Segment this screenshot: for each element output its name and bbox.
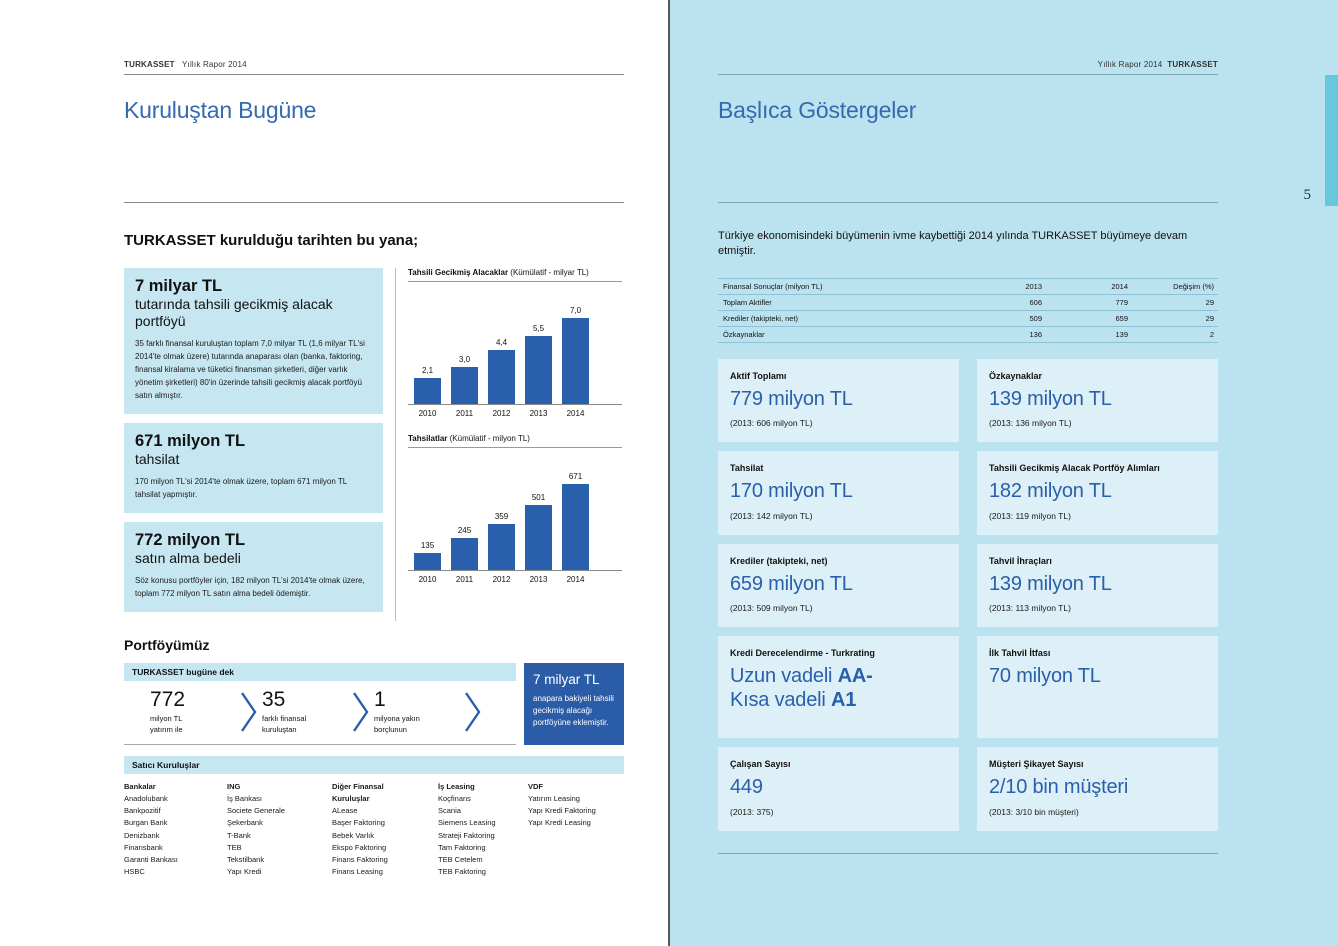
table-cell: 2: [1209, 329, 1214, 339]
bar-column: [562, 472, 589, 570]
x-tick-label: 2012: [492, 575, 511, 584]
title-rule: [718, 202, 1218, 203]
sellers-column: [528, 781, 624, 878]
portfolio-heading: Portföyümüz: [124, 636, 210, 653]
runhead-brand: TURKASSET: [124, 60, 175, 69]
chart-column: [395, 268, 622, 621]
sellers-column-heading: Bankalar: [124, 782, 156, 792]
table-cell: 606: [1029, 297, 1042, 307]
info-box-column: [124, 268, 383, 621]
kpi-value: 170 milyon TL: [730, 480, 853, 503]
chart-title: Tahsili Gecikmiş Alacaklar (Kümülatif - milyar TL): [408, 268, 589, 277]
table-cell: Krediler (takipteki, net): [723, 313, 799, 323]
chart-title: Tahsilatlar (Kümülatif - milyon TL): [408, 434, 530, 443]
bar: [562, 484, 589, 570]
sellers-column-heading: ING: [227, 782, 241, 792]
x-tick-label: 2014: [566, 575, 585, 584]
bar-column: [451, 355, 478, 404]
info-box-figure: 671 milyon TL: [135, 431, 246, 450]
sellers-column: [124, 781, 227, 878]
chart-plot-area: [408, 286, 622, 404]
kpi-value: 182 milyon TL: [989, 480, 1112, 503]
bar-value-label: 359: [494, 512, 509, 521]
bar: [525, 336, 552, 404]
kpi-value: 2/10 bin müşteri: [989, 776, 1129, 799]
list-item: Tam Faktoring: [438, 842, 486, 852]
running-head-left: [124, 60, 624, 69]
x-tick-label: 2013: [529, 575, 548, 584]
sellers-column-heading: Diğer Finansal: [332, 782, 384, 792]
financial-results-table: [718, 278, 1218, 343]
bar-value-label: 671: [568, 472, 583, 481]
flow-step-number: 772: [150, 687, 186, 711]
table-cell: 29: [1205, 313, 1214, 323]
header-rule: [124, 74, 624, 75]
info-box: [124, 522, 383, 612]
kpi-label: Tahvil İhraçları: [989, 555, 1052, 566]
sellers-bar-label: Satıcı Kuruluşlar: [124, 756, 624, 774]
kpi-label: Özkaynaklar: [989, 370, 1043, 381]
kpi-card: [718, 451, 959, 535]
kpi-label: Tahsili Gecikmiş Alacak Portföy Alımları: [989, 463, 1160, 474]
kpi-value: 779 milyon TL: [730, 387, 853, 410]
footer-rule: [718, 853, 1218, 854]
kpi-card: [718, 544, 959, 628]
flow-bar-label: TURKASSET bugüne dek: [124, 663, 516, 681]
list-item: Tekstilbank: [227, 854, 265, 864]
chart-rule: [408, 281, 622, 282]
edge-accent-bar-right: [1325, 75, 1338, 206]
kpi-label: Kredi Derecelendirme - Turkrating: [730, 648, 875, 659]
table-row: [718, 310, 1218, 326]
bar: [488, 350, 515, 404]
list-item: Garanti Bankası: [124, 854, 178, 864]
kpi-value: 659 milyon TL: [730, 572, 853, 595]
list-item: Ekspo Faktoring: [332, 842, 387, 852]
kpi-card: [977, 544, 1218, 628]
list-item: Yapı Kredi Faktoring: [528, 806, 596, 816]
flow-card-title: 7 milyar TL: [533, 671, 600, 687]
bar-value-label: 501: [531, 493, 546, 502]
chevron-right-icon: [460, 691, 486, 733]
info-box-body: 35 farklı finansal kuruluştan toplam 7,0 milyar TL (1,6 milyar TL'si 2014'te olmak üzere) tutarında anaparası olan (banka, faktoring, finansal kiralama ve tüketici finansman şirketleri, diğer varlık yönetim şirketleri) 80'in üzerinde tahsili gecikmiş alacak portföyü satın almıştır.: [135, 339, 365, 400]
kpi-note: (2013: 3/10 bin müşteri): [989, 807, 1079, 818]
list-item: Strateji Faktoring: [438, 830, 495, 840]
sellers-column: [227, 781, 332, 878]
kpi-grid: [718, 359, 1218, 840]
bar-column: [488, 338, 515, 404]
kpi-label: Aktif Toplamı: [730, 370, 787, 381]
runhead-brand: TURKASSET: [1167, 60, 1218, 69]
list-item: Scania: [438, 806, 461, 816]
list-item: Yapı Kredi: [227, 867, 262, 877]
table-header-cell: 2013: [1025, 281, 1042, 291]
sellers-column-heading: Kuruluşlar: [332, 794, 370, 804]
list-item: Denizbank: [124, 830, 160, 840]
kpi-value: Uzun vadeli AA- Kısa vadeli A1: [730, 665, 873, 712]
kpi-note: (2013: 113 milyon TL): [989, 603, 1071, 614]
list-item: T-Bank: [227, 830, 251, 840]
table-cell: 139: [1115, 329, 1128, 339]
x-tick-label: 2013: [529, 409, 548, 418]
kpi-note: (2013: 142 milyon TL): [730, 510, 813, 521]
runhead-report: Yıllık Rapor 2014: [1097, 60, 1163, 69]
flow-step: [150, 689, 236, 736]
x-tick-label: 2011: [455, 575, 474, 584]
sellers-column: [332, 781, 438, 878]
table-row: [718, 326, 1218, 342]
table-row: [718, 294, 1218, 310]
flow-bottom-rule: [124, 744, 516, 746]
bar: [451, 367, 478, 404]
sellers-section: [124, 756, 624, 878]
x-tick-label: 2014: [566, 409, 585, 418]
chevron-right-icon: [348, 691, 374, 733]
chart-x-tick-labels: [408, 409, 622, 418]
table-header-row: [718, 279, 1218, 294]
flow-step-number: 35: [262, 687, 286, 711]
bar-column: [414, 366, 441, 404]
kpi-value: 139 milyon TL: [989, 387, 1112, 410]
bar: [414, 378, 441, 404]
x-tick-label: 2012: [492, 409, 511, 418]
table-cell: Özkaynaklar: [723, 329, 765, 339]
page-title-left: Kuruluştan Bugüne: [124, 97, 317, 123]
x-tick-label: 2010: [418, 575, 437, 584]
table-header-cell: 2014: [1111, 281, 1128, 291]
list-item: Bankpozitif: [124, 806, 161, 816]
kpi-note: (2013: 136 milyon TL): [989, 418, 1072, 429]
chart-plot-area: [408, 452, 622, 570]
kpi-value: 449: [730, 776, 763, 799]
kpi-card: [718, 636, 959, 738]
info-box-subtitle: tahsilat: [135, 450, 180, 467]
list-item: Şekerbank: [227, 818, 263, 828]
list-item: Societe Generale: [227, 806, 285, 816]
bar-value-label: 135: [420, 541, 435, 550]
bar: [525, 505, 552, 570]
page-title-right: Başlıca Göstergeler: [718, 97, 917, 123]
flow-step-number: 1: [374, 687, 386, 711]
list-item: Başer Faktoring: [332, 818, 385, 828]
list-item: Anadolubank: [124, 794, 168, 804]
chart-tahsili-gecikmis-alacaklar: [408, 268, 622, 418]
info-box-body: Söz konusu portföyler için, 182 milyon TL'si 2014'te olmak üzere, toplam 772 milyon TL satın alma bedeli ödemiştir.: [135, 575, 365, 598]
flow-step-text: milyona yakın borçlunun: [374, 713, 420, 734]
table-cell: 136: [1029, 329, 1042, 339]
chevron-right-icon: [236, 691, 262, 733]
kpi-note: (2013: 119 milyon TL): [989, 510, 1071, 521]
kpi-card: [718, 359, 959, 443]
portfolio-flow: [124, 663, 624, 745]
table-cell: 659: [1115, 313, 1128, 323]
chart-x-tick-labels: [408, 575, 622, 584]
x-tick-label: 2010: [418, 409, 437, 418]
kpi-note: (2013: 375): [730, 807, 774, 818]
chart-tahsilatlar: [408, 434, 622, 584]
page-number-right: 5: [1303, 187, 1311, 203]
bar-column: [451, 526, 478, 570]
sellers-columns: [124, 781, 624, 878]
kpi-label: İlk Tahvil İtfası: [989, 648, 1051, 659]
flow-step-text: farklı finansal kuruluştan: [262, 713, 307, 734]
bar-value-label: 245: [457, 526, 472, 535]
list-item: Koçfinans: [438, 794, 471, 804]
list-item: Burgan Bank: [124, 818, 168, 828]
sellers-column-heading: İş Leasing: [438, 782, 475, 792]
bar-value-label: 5,5: [532, 324, 545, 333]
sellers-column: [438, 781, 528, 878]
list-item: TEB: [227, 842, 242, 852]
table-cell: 779: [1115, 297, 1128, 307]
chart-axis-line: [408, 404, 622, 405]
flow-step: [262, 689, 348, 736]
info-box-body: 170 milyon TL'si 2014'te olmak üzere, toplam 671 milyon TL tahsilat yapmıştır.: [135, 476, 347, 499]
table-header-cell: Değişim (%): [1173, 281, 1214, 291]
kpi-value: 70 milyon TL: [989, 665, 1101, 688]
table-header-cell: Finansal Sonuçlar (milyon TL): [723, 281, 823, 291]
table-cell: 29: [1205, 297, 1214, 307]
info-box: [124, 423, 383, 513]
runhead-report: Yıllık Rapor 2014: [181, 60, 247, 69]
list-item: TEB Cetelem: [438, 854, 483, 864]
info-box-subtitle: tutarında tahsili gecikmiş alacak portföyü: [135, 295, 333, 330]
flow-step: [374, 689, 460, 736]
list-item: Finans Leasing: [332, 867, 383, 877]
info-box: [124, 268, 383, 414]
flow-highlight-card: [524, 663, 624, 745]
list-item: Bebek Varlık: [332, 830, 374, 840]
bar: [562, 318, 589, 404]
intro-paragraph: Türkiye ekonomisindeki büyümenin ivme kaybettiği 2014 yılında TURKASSET büyümeye devam etmiştir.: [718, 230, 1188, 257]
kpi-note: (2013: 509 milyon TL): [730, 603, 813, 614]
bar-value-label: 3,0: [458, 355, 471, 364]
kpi-card: [977, 636, 1218, 738]
title-rule: [124, 202, 624, 203]
bar-column: [562, 306, 589, 404]
list-item: Siemens Leasing: [438, 818, 496, 828]
flow-card-body: anapara bakiyeli tahsili gecikmiş alacağı portföyüne eklemiştir.: [533, 693, 614, 728]
table-cell: 509: [1029, 313, 1042, 323]
info-box-figure: 7 milyar TL: [135, 277, 223, 295]
section-heading: TURKASSET kurulduğu tarihten bu yana;: [124, 232, 419, 249]
bar-value-label: 4,4: [495, 338, 508, 347]
flow-steps: [124, 681, 516, 744]
list-item: Finans Faktoring: [332, 854, 388, 864]
bar-column: [414, 541, 441, 570]
list-item: HSBC: [124, 867, 145, 877]
list-item: TEB Faktoring: [438, 867, 486, 877]
bar: [414, 553, 441, 570]
x-tick-label: 2011: [455, 409, 474, 418]
list-item: İş Bankası: [227, 794, 263, 804]
kpi-card: [977, 359, 1218, 443]
bar-column: [525, 324, 552, 404]
header-rule: [718, 74, 1218, 75]
kpi-label: Müşteri Şikayet Sayısı: [989, 759, 1084, 770]
kpi-label: Tahsilat: [730, 463, 764, 474]
bar-column: [525, 493, 552, 570]
info-box-figure: 772 milyon TL: [135, 530, 246, 549]
list-item: Yatırım Leasing: [528, 794, 580, 804]
kpi-value: 139 milyon TL: [989, 572, 1112, 595]
kpi-card: [977, 451, 1218, 535]
info-box-subtitle: satın alma bedeli: [135, 549, 241, 566]
bar-value-label: 2,1: [421, 366, 434, 375]
kpi-label: Krediler (takipteki, net): [730, 555, 828, 566]
bar: [451, 538, 478, 570]
bar-value-label: 7,0: [569, 306, 582, 315]
list-item: ALease: [332, 806, 358, 816]
sellers-column-heading: VDF: [528, 782, 543, 792]
kpi-label: Çalışan Sayısı: [730, 759, 791, 770]
chart-axis-line: [408, 570, 622, 571]
page-right: [670, 0, 1338, 946]
kpi-note: (2013: 606 milyon TL): [730, 418, 813, 429]
bar-column: [488, 512, 515, 570]
list-item: Yapı Kredi Leasing: [528, 818, 591, 828]
running-head-right: [718, 60, 1218, 69]
kpi-card: [977, 747, 1218, 831]
table-cell: Toplam Aktifler: [723, 297, 772, 307]
chart-rule: [408, 447, 622, 448]
kpi-card: [718, 747, 959, 831]
bar: [488, 524, 515, 570]
list-item: Finansbank: [124, 842, 163, 852]
flow-step-text: milyon TL yatırım ile: [150, 713, 183, 734]
